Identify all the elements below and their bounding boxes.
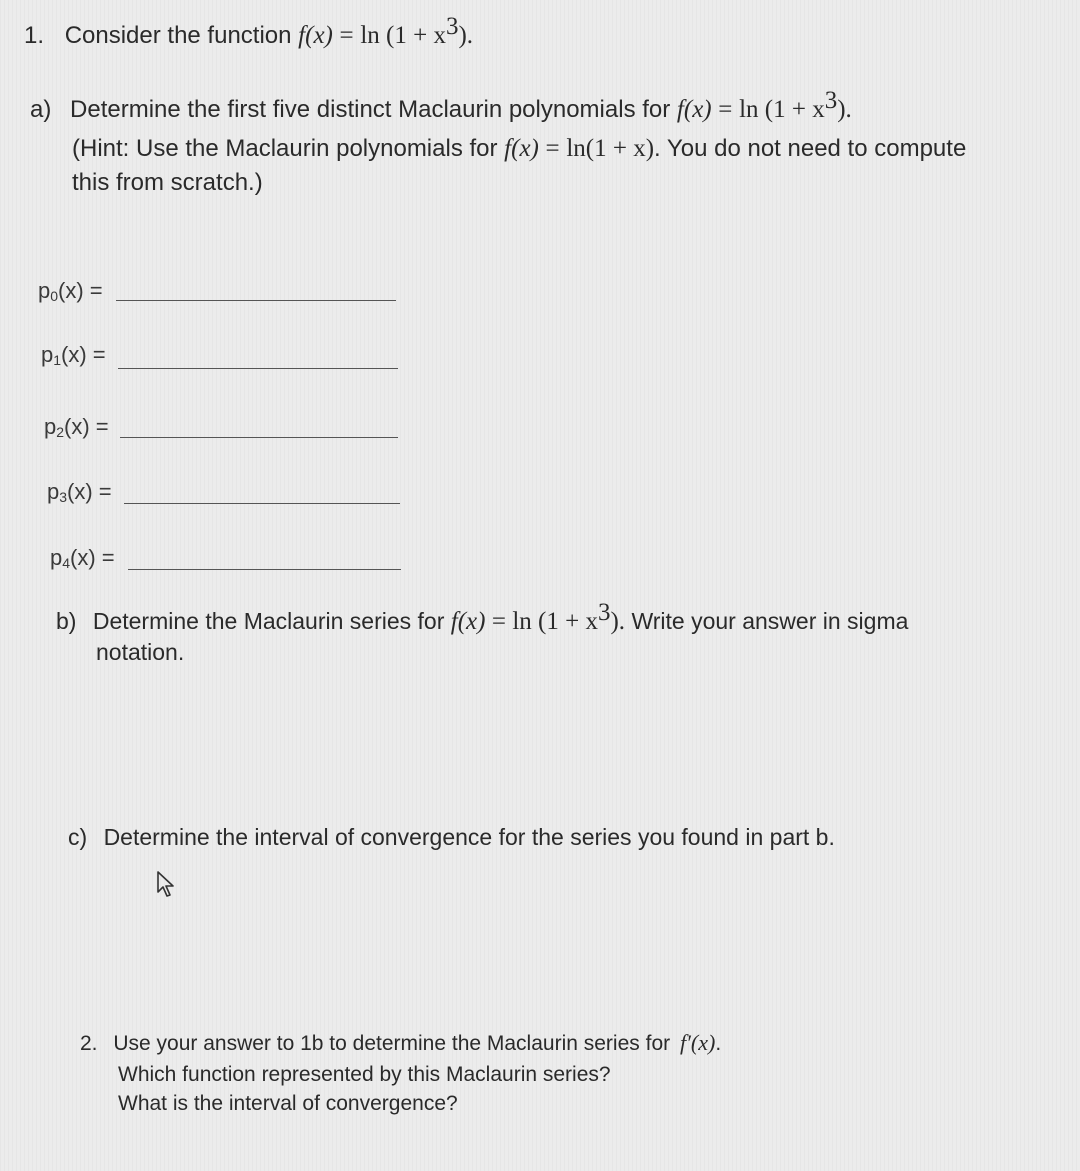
- q1-number: 1.: [24, 22, 45, 49]
- q1b-func-exp: 3: [597, 599, 611, 626]
- q1-func-lhs: f(x): [298, 22, 333, 49]
- q1a-hint-func-rhs: ln(1 + x): [566, 135, 655, 162]
- q1b-text-end: Write your answer in sigma: [631, 608, 909, 634]
- q2-line2: [118, 1063, 611, 1087]
- q2-line2-text: Which function represented by this Maclaurin series?: [118, 1063, 611, 1086]
- poly-p3-label: p3(x) =: [47, 479, 112, 505]
- q1-intro: Consider the function: [64, 22, 292, 49]
- q1a-equals: =: [718, 96, 733, 123]
- q2-period: .: [715, 1032, 722, 1055]
- poly-p1-answer-line[interactable]: [118, 368, 398, 369]
- q2-line3: [118, 1092, 458, 1116]
- poly-p2-label: p2(x) =: [44, 414, 109, 440]
- q1-func-exp: 3: [445, 13, 459, 40]
- q1b-label: b): [56, 608, 77, 634]
- q2-line3-text: What is the interval of convergence?: [118, 1092, 458, 1115]
- q1a-hint-line2: [72, 169, 263, 197]
- q1a-func-exp: 3: [824, 87, 838, 114]
- poly-p4-answer-line[interactable]: [128, 569, 401, 570]
- poly-p4-label: p4(x) =: [50, 545, 115, 571]
- q1b-func-lhs: f(x): [450, 608, 486, 635]
- q1c-label: c): [68, 824, 88, 850]
- q1-func-rhs: ln (1 + x: [360, 22, 446, 49]
- q1a-hint-line2-text: this from scratch.): [72, 169, 263, 196]
- q1b-text: Determine the Maclaurin series for: [92, 608, 445, 634]
- q1b-line2-text: notation.: [96, 639, 185, 665]
- q1a-hint-start: (Hint: Use the Maclaurin polynomials for: [72, 135, 498, 162]
- q1b-line1: [56, 599, 909, 636]
- poly-p1-label: p1(x) =: [41, 342, 106, 368]
- mouse-pointer-icon: [155, 870, 181, 900]
- q1b-func-close: ).: [610, 608, 626, 635]
- q1a-hint-equals: =: [545, 135, 560, 162]
- q2-func: f′(x): [679, 1030, 716, 1055]
- poly-p2-answer-line[interactable]: [120, 437, 398, 438]
- q1a-text: Determine the first five distinct Maclaurin polynomials for: [70, 96, 671, 123]
- q1a-hint-line1: [72, 135, 966, 163]
- q1a-label: a): [30, 96, 52, 123]
- q1b-line2: [96, 639, 184, 666]
- q1c-line: [68, 824, 835, 851]
- q2-line1-text: Use your answer to 1b to determine the Maclaurin series for: [113, 1032, 671, 1055]
- q1a-hint-end: . You do not need to compute: [654, 135, 967, 162]
- q2-number: 2.: [80, 1032, 98, 1055]
- poly-p3-answer-line[interactable]: [124, 503, 400, 504]
- q1c-text: Determine the interval of convergence for the series you found in part b.: [103, 824, 835, 850]
- q1-equals: =: [339, 22, 354, 49]
- q1a-func-lhs: f(x): [676, 96, 712, 123]
- q1b-func-rhs: ln (1 + x: [512, 608, 598, 635]
- q1b-equals: =: [491, 608, 506, 635]
- q1a-func-close: ).: [837, 96, 852, 123]
- q2-line1: [80, 1030, 721, 1056]
- q1-header: [24, 13, 474, 50]
- q1a-func-rhs: ln (1 + x: [739, 96, 825, 123]
- q1a-line1: [30, 87, 852, 124]
- poly-p0-answer-line[interactable]: [116, 300, 396, 301]
- q1a-hint-func-lhs: f(x): [504, 135, 539, 162]
- q1-func-close: ).: [458, 22, 474, 49]
- poly-p0-label: p0(x) =: [38, 278, 103, 304]
